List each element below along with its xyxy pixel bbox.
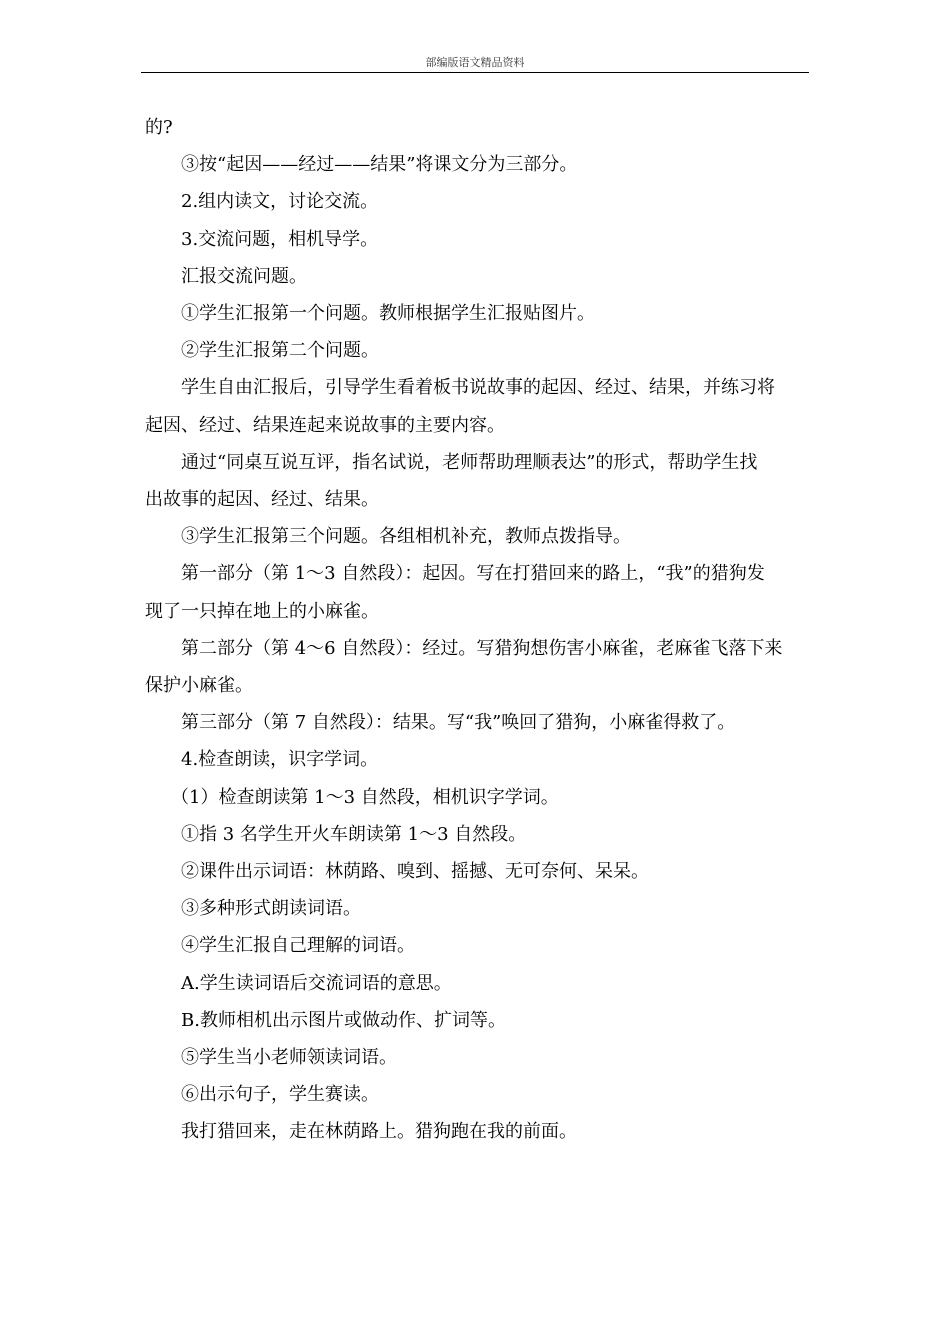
- paragraph-line: （1）检查朗读第 1～3 自然段，相机识字学词。: [171, 786, 559, 808]
- paragraph-line: 4.检查朗读，识字学词。: [181, 749, 379, 771]
- paragraph-line: ③多种形式朗读词语。: [181, 898, 361, 920]
- paragraph-line: 的?: [145, 117, 173, 138]
- paragraph-line: 通过“同桌互说互评，指名试说，老师帮助理顺表达”的形式，帮助学生找: [181, 451, 758, 473]
- paragraph-line: 现了一只掉在地上的小麻雀。: [145, 600, 379, 622]
- paragraph-line: 起因、经过、结果连起来说故事的主要内容。: [145, 414, 505, 436]
- paragraph-line: 学生自由汇报后，引导学生看着板书说故事的起因、经过、结果，并练习将: [181, 377, 775, 399]
- paragraph-line: ②学生汇报第二个问题。: [181, 340, 379, 362]
- paragraph-line: 第一部分（第 1～3 自然段）：起因。写在打猎回来的路上，“我”的猎狗发: [181, 563, 765, 585]
- paragraph-line: 汇报交流问题。: [181, 265, 307, 287]
- paragraph-line: ⑥出示句子，学生赛读。: [181, 1084, 379, 1106]
- paragraph-line: ①指 3 名学生开火车朗读第 1～3 自然段。: [181, 823, 527, 845]
- paragraph-line: ①学生汇报第一个问题。教师根据学生汇报贴图片。: [181, 303, 595, 325]
- document-body: [145, 109, 815, 1151]
- paragraph-line: 2.组内读文，讨论交流。: [181, 191, 379, 213]
- header-title: 部编版语文精品资料: [425, 56, 525, 69]
- paragraph-line: A.学生读词语后交流词语的意思。: [181, 972, 452, 994]
- paragraph-line: 3.交流问题，相机导学。: [181, 228, 379, 250]
- paragraph-line: 我打猎回来，走在林荫路上。猎狗跑在我的前面。: [181, 1121, 577, 1143]
- paragraph-line: ②课件出示词语：林荫路、嗅到、摇撼、无可奈何、呆呆。: [181, 861, 649, 883]
- page-header: [141, 56, 809, 73]
- paragraph-line: 第三部分（第 7 自然段）：结果。写“我”唤回了猎狗，小麻雀得救了。: [181, 712, 736, 734]
- paragraph-line: B.教师相机出示图片或做动作、扩词等。: [181, 1009, 506, 1031]
- paragraph-line: 第二部分（第 4～6 自然段）：经过。写猎狗想伤害小麻雀，老麻雀飞落下来: [181, 637, 783, 659]
- paragraph-line: ③学生汇报第三个问题。各组相机补充，教师点拨指导。: [181, 526, 631, 548]
- paragraph-line: 保护小麻雀。: [145, 675, 253, 697]
- paragraph-line: 出故事的起因、经过、结果。: [145, 489, 379, 511]
- paragraph-line: ⑤学生当小老师领读词语。: [181, 1047, 397, 1069]
- paragraph-line: ③按“起因——经过——结果”将课文分为三部分。: [181, 154, 578, 176]
- paragraph-line: ④学生汇报自己理解的词语。: [181, 935, 415, 957]
